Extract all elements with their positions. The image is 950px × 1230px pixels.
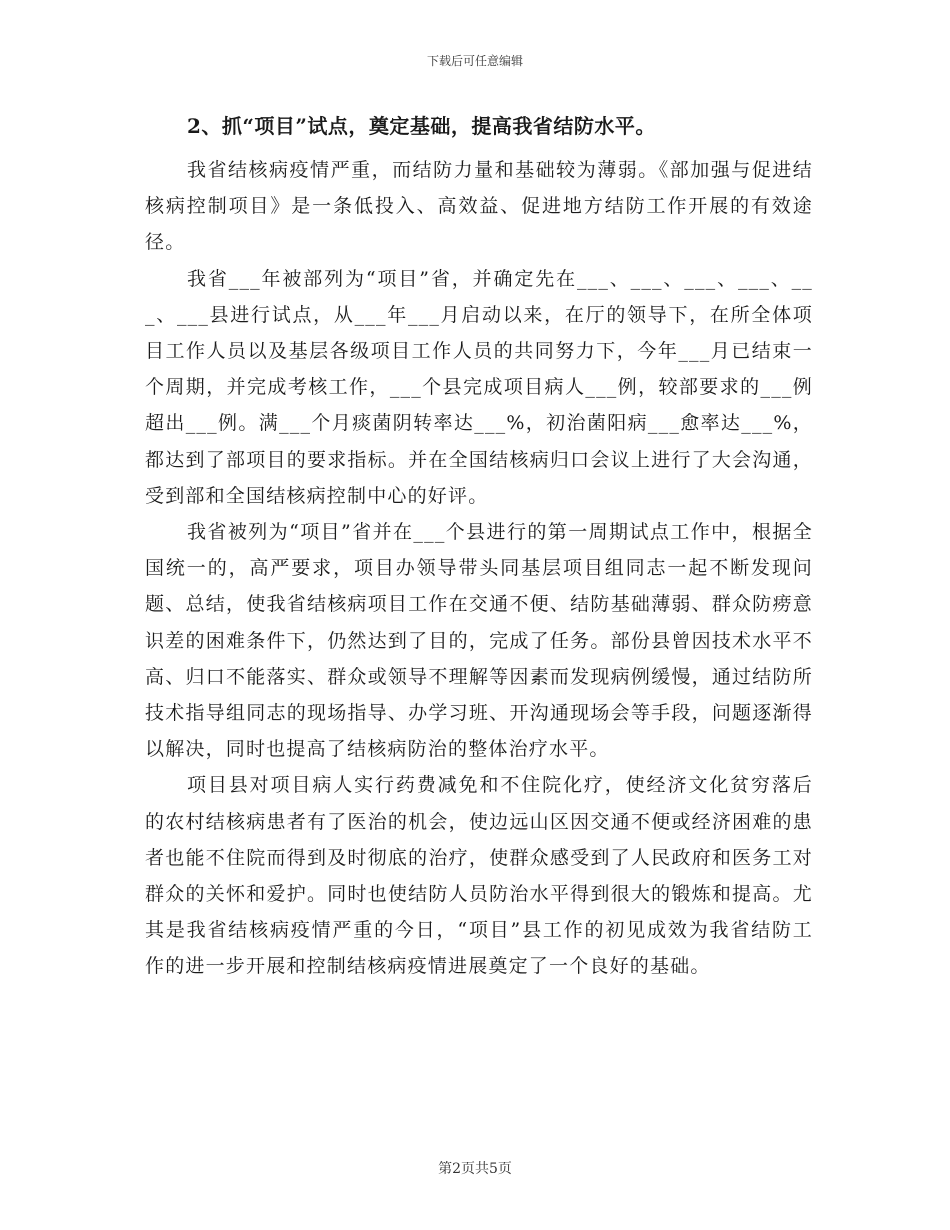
paragraph-1: 我省结核病疫情严重，而结防力量和基础较为薄弱。《部加强与促进结核病控制项目》是一条低投入、高效益、促进地方结防工作开展的有效途径。 <box>145 159 813 254</box>
page-header: 下载后可任意编辑 <box>426 54 523 68</box>
paragraph-2: 我省___年被部列为“项目”省，并确定先在___、___、___、___、___、___县进行试点，从___年___月启动以来，在厅的领导下，在所全体项目工作人员以及基层各级项目工作人员的共同努力下，今年___月已结束一个周期，并完成考核工作，___个县完成项目病人___例，较部要求的___例超出___例。满___个月痰菌阴转率达___%，初治菌阳病___愈率达___%，都达到了部项目的要求指标。并在全国结核病归口会议上进行了大会沟通，受到部和全国结核病控制中心的好评。 <box>145 267 813 507</box>
document-body <box>145 108 813 985</box>
section-heading: 2、抓“项目”试点，奠定基础，提高我省结防水平。 <box>187 114 656 138</box>
paragraph-4: 项目县对项目病人实行药费减免和不住院化疗，使经济文化贫穷落后的农村结核病患者有了医治的机会，使边远山区因交通不便或经济困难的患者也能不住院而得到及时彻底的治疗，使群众感受到了人民政府和医务工对群众的关怀和爱护。同时也使结防人员防治水平得到很大的锻炼和提高。尤其是我省结核病疫情严重的今日，“项目”县工作的初见成效为我省结防工作的进一步开展和控制结核病疫情进展奠定了一个良好的基础。 <box>145 774 813 978</box>
page-footer: 第2页共5页 <box>438 1161 512 1177</box>
paragraph-3: 我省被列为“项目”省并在___个县进行的第一周期试点工作中，根据全国统一的，高严要求，项目办领导带头同基层项目组同志一起不断发现问题、总结，使我省结核病项目工作在交通不便、结防基础薄弱、群众防痨意识差的困难条件下，仍然达到了目的，完成了任务。部份县曾因技术水平不高、归口不能落实、群众或领导不理解等因素而发现病例缓慢，通过结防所技术指导组同志的现场指导、办学习班、开沟通现场会等手段，问题逐渐得以解决，同时也提高了结核病防治的整体治疗水平。 <box>145 521 813 761</box>
